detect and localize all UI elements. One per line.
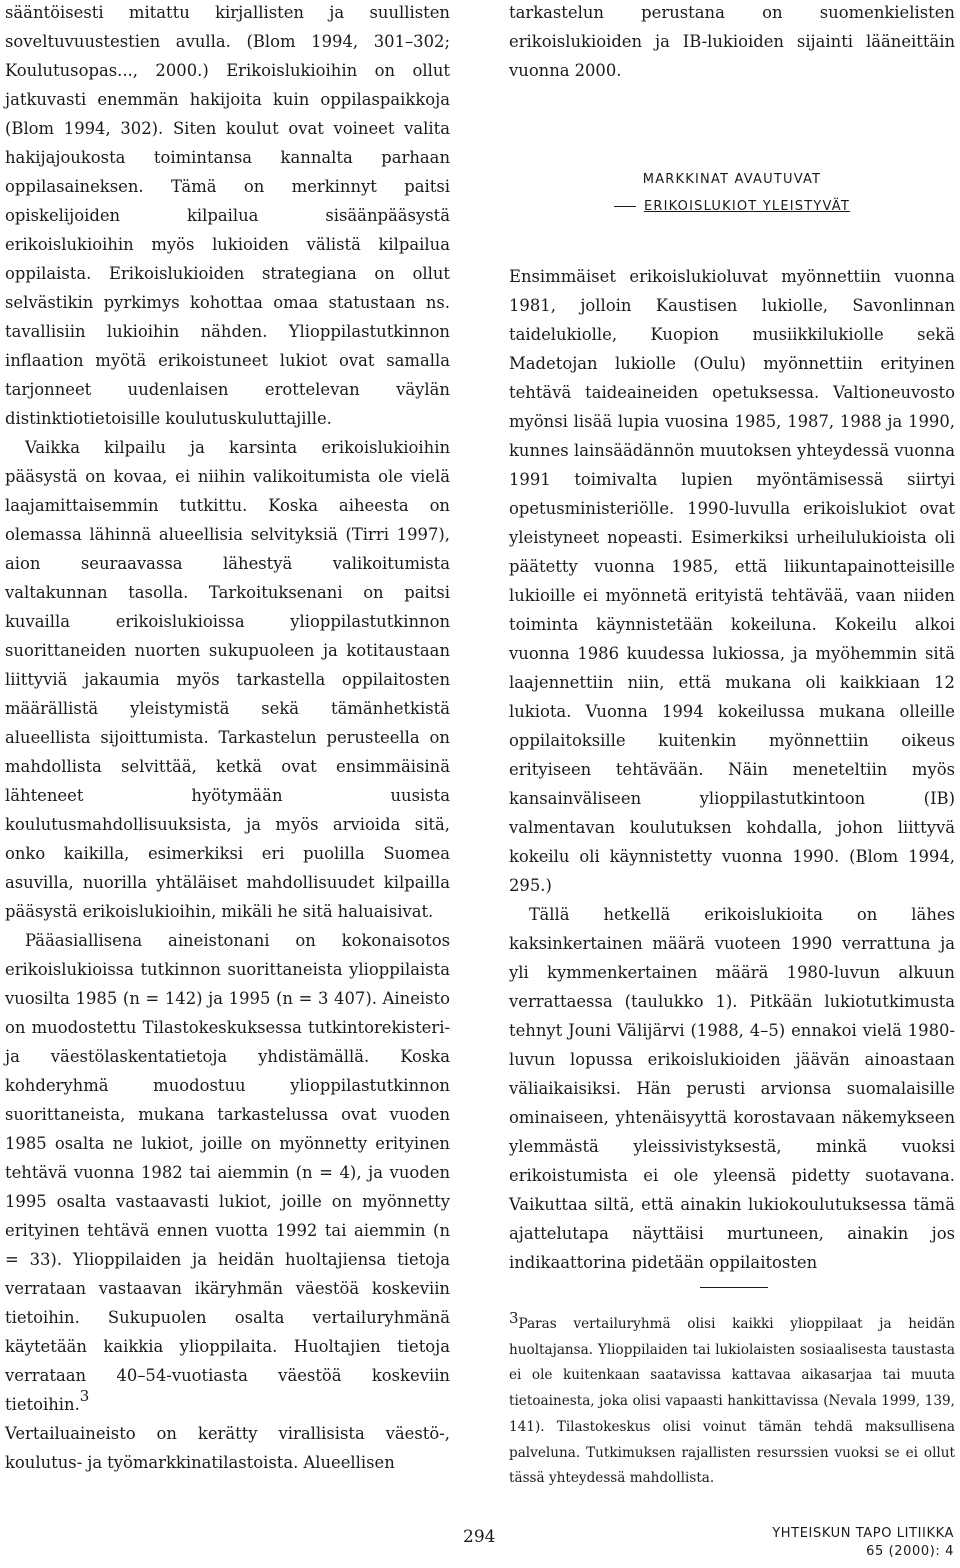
- footnote-reference[interactable]: 3: [79, 1387, 90, 1405]
- heading-line: [509, 198, 955, 216]
- body-paragraph: tarkastelun perustana on suomenkielisten erikoislukioiden ja IB-lukioiden sijainti lääneittäin vuonna 2000.: [509, 3, 955, 80]
- heading-line: MARKKINAT AVAUTUVAT: [642, 172, 822, 187]
- paragraph-text: Pääasiallisena aineistonani on kokonaisotos erikoislukioissa tutkinnon suorittaneista ylioppilaista vuosilta 1985 (n = 142) ja 1995 (n = 3 407). Aineisto on muodostettu Tilastokeskuksessa tutkintorekisteri- ja väestölaskentatietoja yhdistämällä. Koska kohderyhmä muodostuu ylioppilastutkinnon suorittaneista, mukana tarkastelussa ovat vuoden 1985 osalta ne lukiot, joille on myönnetty erityinen tehtävä vuonna 1982 tai aiemmin (n = 4), ja vuoden 1995 osalta vastaavasti lukiot, joille on myönnetty erityinen tehtävä ennen vuotta 1992 tai aiemmin (n = 33). Ylioppilaiden ja heidän huoltajiensa tietoja verrataan vastaavan ikäryhmän väestöä koskeviin tietoihin. Sukupuolen osalta vertailuryhmänä käytetään kaikkia ylioppilaita. Huoltajien tietoja verrataan 40–54-vuotiasta väestöä koskeviin tietoihin.: [5, 931, 450, 1414]
- heading-subtitle: ERIKOISLUKIOT YLEISTYVÄT: [643, 199, 851, 214]
- body-paragraph: Tällä hetkellä erikoislukioita on lähes kaksinkertainen määrä vuoteen 1990 verrattuna ja yli kymmenkertainen määrä 1980-luvun alkuun verrattaessa (taulukko 1). Pitkään lukiotutkimusta tehnyt Jouni Välijärvi (1988, 4–5) ennakoi vielä 1980-luvun lopussa erikoislukioiden jäävän ainoastaan väliaikaisiksi. Hän perusti arvionsa suomalaisille ominaiseen, yhtenäisyyttä korostavaan näkemykseen ylemmästä yleissivistyksestä, minkä vuoksi erikoistumista ei ole yleensä pidetty suotavana. Vaikuttaa siltä, että ainakin lukiokoulutuksessa tämä ajattelutapa näyttäisi murtuneen, ainakin jos indikaattorina pidetään oppilaitosten: [509, 905, 955, 1272]
- journal-issue: 65 (2000): 4: [866, 1544, 954, 1559]
- section-heading: [509, 171, 955, 216]
- journal-name: YHTEISKUN TAPO LITIIKKA: [772, 1526, 954, 1541]
- footnote-text: Paras vertailuryhmä olisi kaikki ylioppilaat ja heidän huoltajansa. Ylioppilaiden tai lukiolaisten sosiaalisesta taustasta ei ole kuitenkaan saatavissa kattavaa aikasarjaa tai muuta tietoainesta, joka olisi vapaasti hankittavissa (Nevala 1999, 139, 141). Tilastokeskus olisi voinut tämän tehdä maksullisena palveluna. Tutkimuksen rajallisten resurssien vuoksi se ei ollut tässä yhteydessä mahdollista.: [509, 1316, 955, 1487]
- body-paragraph: Vaikka kilpailu ja karsinta erikoislukioihin pääsystä on kovaa, ei niihin valikoitumista ole vielä laajamittaisemmin tutkittu. Koska aiheesta on olemassa lähinnä alueellisia selvityksiä (Tirri 1997), aion seuraavassa lähestyä valikoitumista valtakunnan tasolla. Tarkoituksenani on paitsi kuvailla erikoislukioissa ylioppilastutkinnon suorittaneiden nuorten sukupuoleen ja kotitaustaan liittyviä jakaumia myös tarkastella oppilaitosten määrällistä yleistymistä sekä tämänhetkistä alueellista sijoittumista. Tarkastelun perusteella on mahdollista selvittää, ketkä ovat ensimmäisinä lähteneet hyötymään uusista koulutusmahdollisuuksista, ja myös arvioida sitä, onko kaikilla, esimerkiksi eri puolilla Suomea asuvilla, nuorilla yhtäläiset mahdollisuudet kilpailla pääsystä erikoislukioihin, mikäli he sitä haluaisivat.: [5, 438, 450, 921]
- body-paragraph: [5, 926, 450, 1477]
- body-paragraph: sääntöisesti mitattu kirjallisten ja suullisten soveltuvuustestien avulla. (Blom 1994, 301–302; Koulutusopas..., 2000.) Erikoislukioihin on ollut jatkuvasti enemmän hakijoita kuin oppilaspaikkoja (Blom 1994, 302). Siten koulut ovat voineet valita hakijajoukosta toimintansa kannalta parhaan oppilasaineksen. Tämä on merkinnyt paitsi opiskelijoiden kilpailua sisäänpääsystä erikoislukioihin myös lukioiden välistä kilpailua oppilaista. Erikoislukioiden strategiana on ollut selvästikin pyrkimys kohottaa omaa statustaan ns. tavallisiin lukioihin nähden. Ylioppilastutkinnon inflaation myötä erikoistuneet lukiot ovat samalla tarjonneet uudenlaisen erottelevan väylän distinktiotietoisille koulutuskuluttajille.: [5, 3, 450, 428]
- footnote: [509, 1306, 955, 1492]
- footnote-rule: [700, 1287, 768, 1288]
- right-column: [509, 0, 955, 1277]
- page-number: 294: [463, 1527, 496, 1547]
- body-paragraph: Ensimmäiset erikoislukioluvat myönnettiin vuonna 1981, jolloin Kaustisen lukiolle, Savonlinnan taidelukiolle, Kuopion musiikkilukiolle sekä Madetojan lukiolle (Oulu) myönnettiin erityinen tehtävä taideaineiden opetuksessa. Valtioneuvosto myönsi lisää lupia vuosina 1985, 1987, 1988 ja 1990, kunnes lainsäädännön muutoksen yhteydessä vuonna 1991 toimivalta lupien myöntämisessä siirtyi opetusministeriölle. 1990-luvulla erikoislukiot ovat yleistyneet nopeasti. Esimerkiksi urheilulukioista oli päätetty vuonna 1985, että liikuntapainotteisille lukioille ei myönnetä erityistä tehtävää, vaan niiden toiminta käynnistetään kokeiluna. Kokeilu alkoi vuonna 1986 kuudessa lukiossa, ja myöhemmin sitä laajennettiin niin, että mukana oli kaikkiaan 12 lukiota. Vuonna 1994 kokeilussa mukana olleille oppilaitoksille kuitenkin myönnettiin oikeus erityiseen tehtävään. Näin meneteltiin myös kansainväliseen ylioppilastutkintoon (IB) valmentavan koulutuksen kohdalla, johon liittyvä kokeilu oli käynnistetty vuonna 1990. (Blom 1994, 295.): [509, 267, 955, 895]
- footnote-mark: 3: [509, 1309, 519, 1327]
- em-dash-rule: [614, 206, 636, 207]
- left-column: [5, 0, 450, 1477]
- paragraph-text: Vertailuaineisto on kerätty virallisista väestö-, koulutus- ja työmarkkinatilastoista. Alueellisen: [5, 1424, 450, 1472]
- journal-footer: [772, 1525, 954, 1561]
